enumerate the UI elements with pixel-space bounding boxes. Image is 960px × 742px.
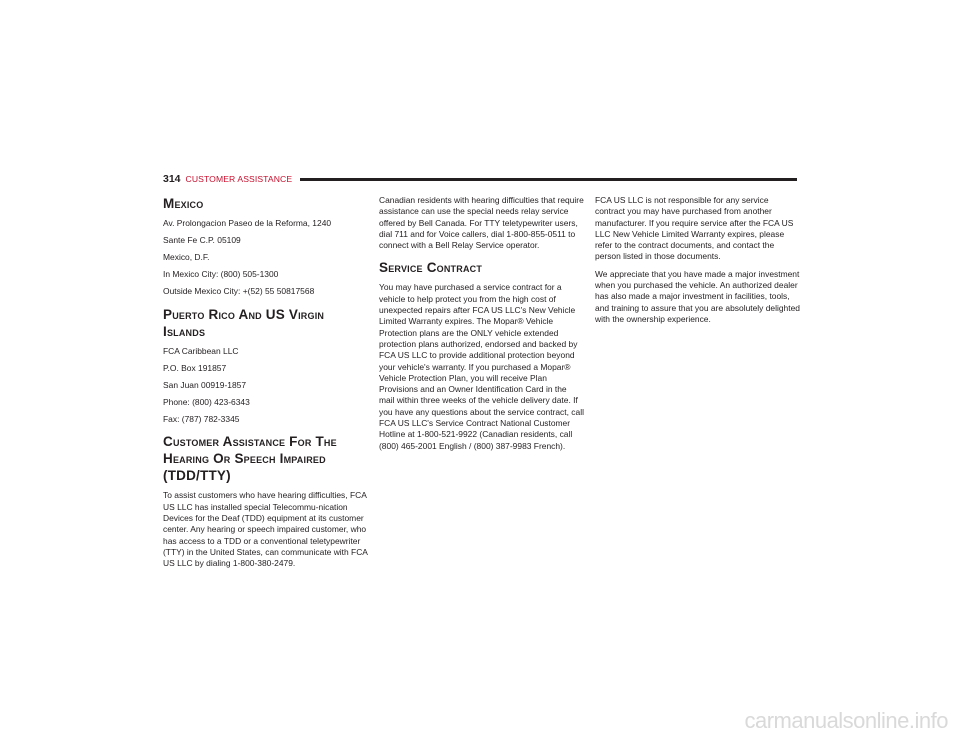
- heading-hearing-impaired: Customer Assistance For The Hearing Or Speech Impaired (TDD/TTY): [163, 434, 337, 484]
- service-contract-paragraph-1: You may have purchased a service contract for a vehicle to help protect you from the high cost of unexpected repairs after FCA US LLC's New Vehicle Limited Warranty expires. The Mopar® Vehicle Protection plans are the ONLY vehicle extended protection plans authorized, endorsed and backed by FCA US LLC to provide additional protection beyond your vehicle's warranty. If you purchased a Mopar® Vehicle Protection Plan, you will receive Plan Provisions and an Owner Identification Card in the mail within three weeks of the vehicle delivery date. If you have any questions about the service contract, call FCA US LLC's Service Contract National Customer Hotline at 1-800-521-9922 (Canadian residents, call (800) 465-2001 English / (800) 387-9983 French).: [379, 282, 584, 451]
- page-number: 314: [163, 173, 181, 185]
- watermark: carmanualsonline.info: [744, 708, 948, 733]
- header-rule: [300, 178, 797, 181]
- column-2: [379, 195, 584, 458]
- page-header: [163, 172, 797, 186]
- puerto-rico-line: Phone: (800) 423-6343: [163, 396, 250, 407]
- mexico-line: Mexico, D.F.: [163, 252, 210, 263]
- puerto-rico-line: San Juan 00919-1857: [163, 379, 247, 390]
- mexico-line: Sante Fe C.P. 05109: [163, 235, 241, 246]
- service-contract-paragraph-3: We appreciate that you have made a major investment when you purchased the vehicle. An authorized dealer has also made a major investment in facilities, tools, and training to assure that you are absolutely delighted with the ownership experience.: [595, 268, 800, 324]
- heading-mexico: Mexico: [163, 196, 204, 211]
- heading-puerto-rico: Puerto Rico And US Virgin Islands: [163, 306, 325, 339]
- mexico-line: In Mexico City: (800) 505-1300: [163, 269, 279, 280]
- section-name: CUSTOMER ASSISTANCE: [185, 174, 293, 184]
- mexico-line: Outside Mexico City: +(52) 55 50817568: [163, 286, 315, 297]
- column-1: [163, 195, 368, 575]
- heading-service-contract: Service Contract: [379, 260, 483, 276]
- service-contract-paragraph-2: FCA US LLC is not responsible for any service contract you may have purchased from another manufacturer. If you require service after the FCA US LLC New Vehicle Limited Warranty expires, please refer to the contract documents, and contact the person listed in those documents.: [595, 195, 794, 262]
- hearing-paragraph-1: To assist customers who have hearing difficulties, FCA US LLC has installed special Telecommu-nication Devices for the Deaf (TDD) equipment at its customer center. Any hearing or speech impaired customer, who has access to a TDD or a conventional teletypewriter (TTY) in the United States, can communicate with FCA US LLC by dialing 1-800-380-2479.: [163, 490, 368, 569]
- mexico-line: Av. Prolongacion Paseo de la Reforma, 1240: [163, 218, 332, 228]
- puerto-rico-line: P.O. Box 191857: [163, 362, 227, 373]
- puerto-rico-line: FCA Caribbean LLC: [163, 345, 239, 356]
- hearing-paragraph-2: Canadian residents with hearing difficulties that require assistance can use the special needs relay service offered by Bell Canada. For TTY teletypewriter users, dial 711 and for Voice callers, dial 1-800-855-0511 to connect with a Bell Relay Service operator.: [379, 195, 584, 251]
- column-3: [595, 195, 800, 331]
- puerto-rico-line: Fax: (787) 782-3345: [163, 414, 240, 425]
